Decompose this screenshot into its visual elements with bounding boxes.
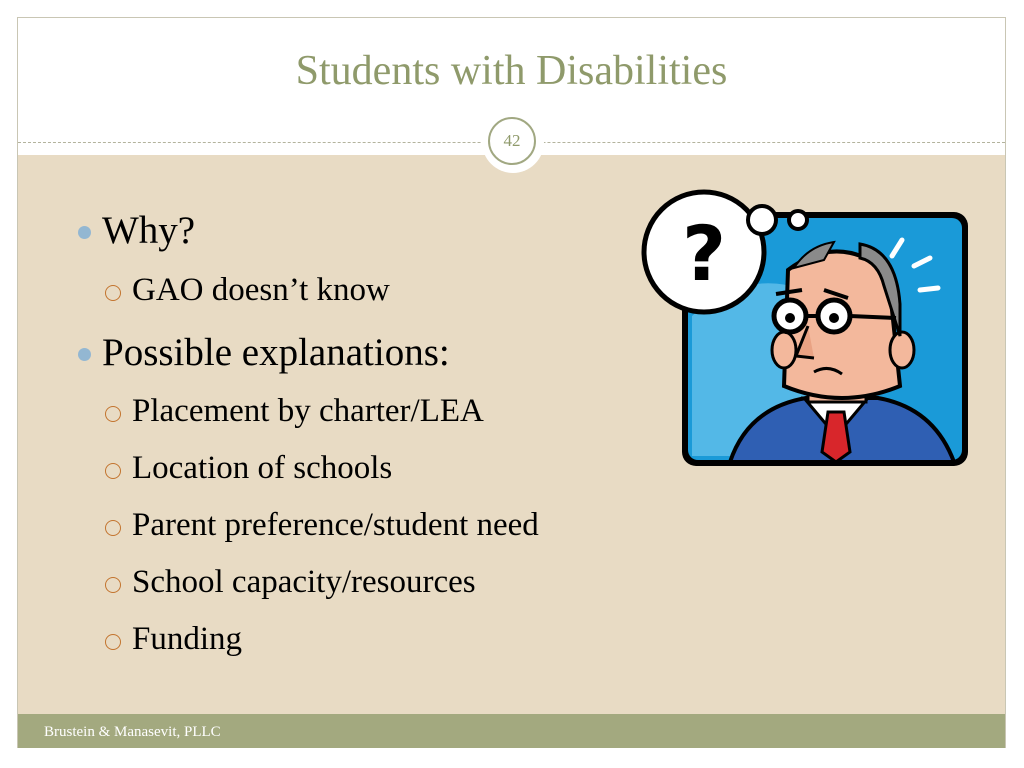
sub-bullet-location: Location of schools — [132, 450, 393, 486]
sub-bullet-ring-icon — [105, 406, 121, 422]
sub-bullet-ring-icon — [105, 285, 121, 301]
sub-bullet-ring-icon — [105, 520, 121, 536]
bullet-dot-icon — [78, 348, 91, 361]
bullet-possible-explanations: Possible explanations: — [102, 331, 450, 374]
question-mark: ? — [681, 209, 727, 298]
slide-title: Students with Disabilities — [295, 48, 728, 94]
sub-bullet-funding: Funding — [132, 621, 243, 657]
confused-man-question-icon — [638, 186, 974, 472]
sub-bullet-ring-icon — [105, 463, 121, 479]
footer-text: Brustein & Manasevit, PLLC — [44, 724, 221, 740]
sub-bullet-capacity: School capacity/resources — [132, 564, 476, 600]
page-number: 42 — [488, 117, 536, 165]
bullet-dot-icon — [78, 226, 91, 239]
sub-bullet-placement: Placement by charter/LEA — [132, 393, 484, 429]
bullet-why: Why? — [102, 209, 196, 252]
sub-bullet-ring-icon — [105, 634, 121, 650]
sub-bullet-gao: GAO doesn’t know — [132, 272, 390, 308]
sub-bullet-ring-icon — [105, 577, 121, 593]
sub-bullet-parent-preference: Parent preference/student need — [132, 507, 539, 543]
